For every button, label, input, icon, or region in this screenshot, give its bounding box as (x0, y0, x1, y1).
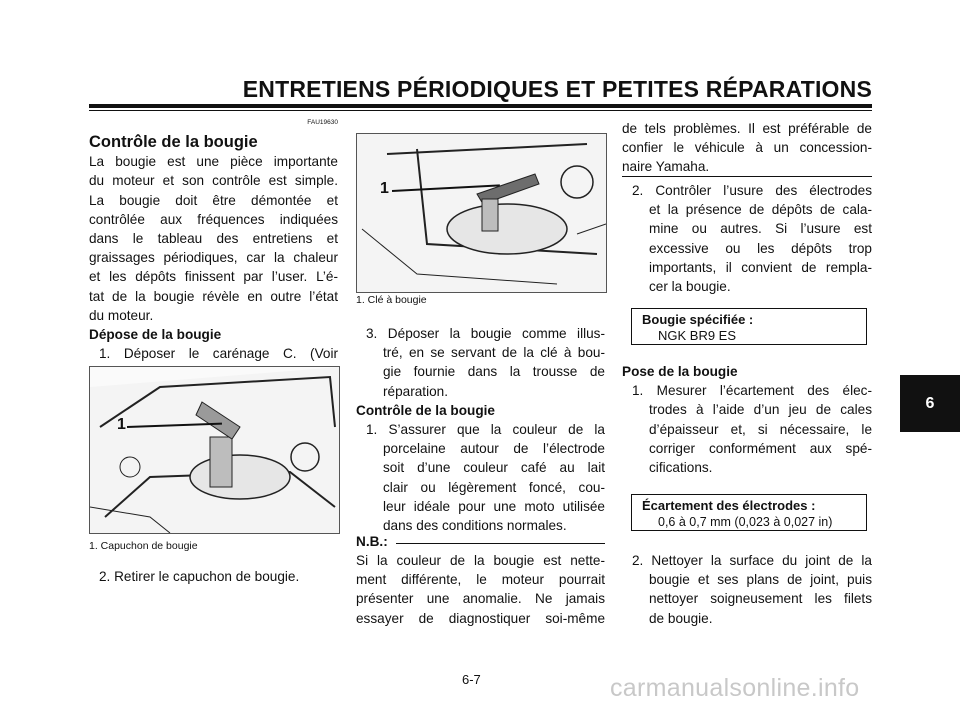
step-line: 1. Déposer le carénage C. (Voir (99, 346, 338, 362)
gap-spec-box (631, 494, 867, 531)
intro-line: du moteur. (89, 307, 154, 323)
figure-caption: 1. Capuchon de bougie (89, 540, 198, 552)
step-line: trodes à l’aide d’un jeu de cales (649, 402, 872, 418)
subheading-removal: Dépose de la bougie (89, 327, 222, 343)
right-step2 (622, 181, 872, 296)
nb-text (356, 551, 605, 628)
spec-box (631, 308, 867, 345)
figure-callout: 1 (380, 180, 389, 197)
subheading-installation: Pose de la bougie (622, 364, 738, 379)
step-line: dans des conditions normales. (383, 518, 567, 534)
step-line: 3. Déposer la bougie comme illus- (366, 326, 605, 341)
spark-plug-cap-illustration (89, 366, 340, 534)
chapter-title: ENTRETIENS PÉRIODIQUES ET PETITES RÉPARATIONS (242, 76, 872, 102)
header-rule (89, 104, 872, 108)
step-line: d’épaisseur et, si nécessaire, le (649, 421, 872, 437)
page-header (236, 76, 872, 106)
step-line: cer la bougie. (649, 279, 731, 295)
intro-line: dans le tableau des entretiens et (89, 231, 338, 247)
intro-line: contrôlée aux fréquences indiquées (89, 211, 338, 227)
spark-plug-wrench-illustration (356, 133, 607, 293)
intro-line: tat de la bougie révèle en outre l’état (89, 288, 338, 304)
nb-line: présenter une anomalie. Ne jamais (356, 591, 605, 607)
right-column-top (622, 119, 872, 177)
step-line: gie fournie dans la trousse de (383, 364, 605, 380)
intro-line: du moteur et son contrôle est simple. (89, 173, 338, 189)
nb-label: N.B.: (356, 534, 388, 549)
step-line: et la présence de dépôts de cala- (649, 202, 872, 218)
subheading-check: Contrôle de la bougie (356, 402, 495, 418)
step-line: leur idéale pour une moto utilisée (383, 498, 605, 514)
nb-end-rule (622, 176, 872, 177)
step-line: clair ou légèrement foncé, cou- (383, 479, 605, 495)
step-line: excessive ou les dépôts trop (649, 240, 872, 256)
step-line: cifications. (649, 460, 713, 476)
step-line: nettoyer soigneusement les filets (649, 591, 872, 607)
step-line: bougie et ses plans de joint, puis (649, 572, 872, 588)
spec-label: Bougie spécifiée : (642, 312, 754, 327)
right-step2b (622, 551, 872, 628)
nb-line: essayer de diagnostiquer soi-même (356, 610, 605, 626)
step-line: 2. Nettoyer la surface du joint de la (632, 553, 872, 568)
left-column (89, 133, 338, 383)
page-number: 6-7 (462, 672, 481, 687)
step-line: mine ou autres. Si l’usure est (649, 221, 872, 237)
watermark: carmanualsonline.info (610, 674, 860, 702)
nb-line: Si la couleur de la bougie est nette- (356, 553, 605, 568)
gap-spec-value: 0,6 à 0,7 mm (0,023 à 0,027 in) (658, 515, 833, 529)
middle-column (356, 324, 605, 535)
intro-line: graissages périodiques, car la chaleur (89, 250, 338, 266)
section-heading: Contrôle de la bougie (89, 133, 258, 151)
step-line: 2. Retirer le capuchon de bougie. (99, 569, 300, 584)
step-line: 1. Mesurer l’écartement des élec- (632, 383, 872, 399)
figure-caption: 1. Clé à bougie (356, 294, 427, 306)
nb-line: confier le véhicule à un concession- (622, 140, 872, 156)
intro-line: La bougie est une pièce importante (89, 154, 338, 170)
figure-callout: 1 (117, 416, 126, 433)
step-line: corriger conformément aux spé- (649, 440, 872, 456)
nb-rule (396, 543, 605, 544)
nb-line: naire Yamaha. (622, 159, 710, 175)
step-line: 2. Contrôler l’usure des électrodes (632, 183, 872, 198)
nb-line: ment différente, le moteur pourrait (356, 572, 605, 588)
step-line: importants, il convient de rempla- (649, 259, 872, 275)
spec-value: NGK BR9 ES (658, 328, 737, 343)
header-rule-thin (89, 110, 872, 111)
step-line: porcelaine autour de l’électrode (383, 441, 605, 457)
step-line: réparation. (383, 383, 448, 399)
chapter-tab: 6 (900, 375, 960, 432)
intro-line: et les dépôts finissent par l’user. L’é- (89, 269, 338, 285)
section-code: FAU19630 (307, 119, 338, 126)
step-line: tré, en se servant de la clé à bou- (383, 345, 605, 361)
intro-line: La bougie doit être démontée et (89, 192, 338, 208)
step-line: de bougie. (649, 610, 713, 626)
gap-spec-label: Écartement des électrodes : (642, 498, 816, 513)
nb-line: de tels problèmes. Il est préférable de (622, 121, 872, 136)
step-line: 1. S’assurer que la couleur de la (366, 422, 605, 438)
step-line: soit d’une couleur café au lait (383, 460, 605, 476)
right-installation (622, 362, 872, 477)
